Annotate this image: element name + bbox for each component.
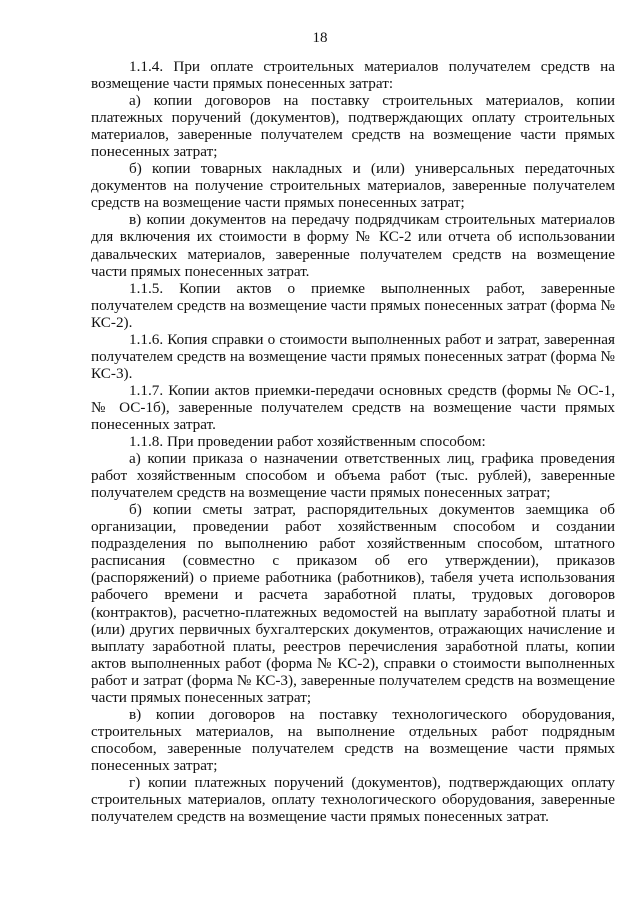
paragraph-1-1-4-a: а) копии договоров на поставку строительных материалов, копии платежных поручений (документов), подтверждающих оплату строительных материалов, заверенные получателем средств на возмещение части прямых понесенных затрат; [91, 92, 615, 161]
paragraph-1-1-4-v: в) копии документов на передачу подрядчикам строительных материалов для включения их стоимости в форму № КС-2 или отчета об использовании давальческих материалов, заверенные получателем средств на возмещение части прямых понесенных затрат. [91, 211, 615, 280]
paragraph-1-1-5: 1.1.5. Копии актов о приемке выполненных работ, заверенные получателем средств на возмещение части прямых понесенных затрат (форма № КС-2). [91, 279, 615, 331]
paragraph-1-1-8-a: а) копии приказа о назначении ответственных лиц, графика проведения работ хозяйственным способом и объема работ (тыс. рублей), заверенные получателем средств на возмещение части прямых понесенных затрат; [91, 450, 615, 502]
paragraph-1-1-8-v: в) копии договоров на поставку технологического оборудования, строительных материалов, на выполнение отдельных работ подрядным способом, заверенные получателем средств на возмещение части прямых понесенных затрат; [91, 705, 615, 774]
paragraph-1-1-4: 1.1.4. При оплате строительных материалов получателем средств на возмещение части прямых понесенных затрат: [91, 58, 615, 93]
paragraph-1-1-8-b: б) копии сметы затрат, распорядительных документов заемщика об организации, проведении работ хозяйственным способом и создании подразделения по выполнению работ хозяйственным способом, штатного расписания (совместно с приказом об его утверждении), приказов (распоряжений) о приеме работника (работников), табеля учета использования рабочего времени и расчета заработной платы, трудовых договоров (контрактов), расчетно-платежных ведомостей на выплату заработной платы и (или) других первичных бухгалтерских документов, отражающих начисление и выплату заработной платы, реестров перечисления заработной платы, копии актов выполненных работ (форма № КС-2), справки о стоимости выполненных работ и затрат (форма № КС-3), заверенные получателем средств на возмещение части прямых понесенных затрат; [91, 501, 615, 706]
page-number: 18 [312, 30, 328, 46]
paragraph-1-1-8-g: г) копии платежных поручений (документов), подтверждающих оплату строительных материалов, оплату технологического оборудования, заверенные получателем средств на возмещение части прямых понесенных затрат. [91, 773, 615, 826]
paragraph-1-1-8: 1.1.8. При проведении работ хозяйственным способом: [129, 433, 486, 451]
paragraph-1-1-6: 1.1.6. Копия справки о стоимости выполненных работ и затрат, заверенная получателем средств на возмещение части прямых понесенных затрат (форма № КС-3). [91, 330, 615, 382]
paragraph-1-1-4-b: б) копии товарных накладных и (или) универсальных передаточных документов на получение строительных материалов, заверенные получателем средств на возмещение части прямых понесенных затрат; [91, 160, 615, 212]
paragraph-1-1-7: 1.1.7. Копии актов приемки-передачи основных средств (формы № ОС-1, № ОС-1б), заверенные получателем средств на возмещение части прямых понесенных затрат. [91, 381, 615, 433]
document-body [91, 58, 615, 825]
